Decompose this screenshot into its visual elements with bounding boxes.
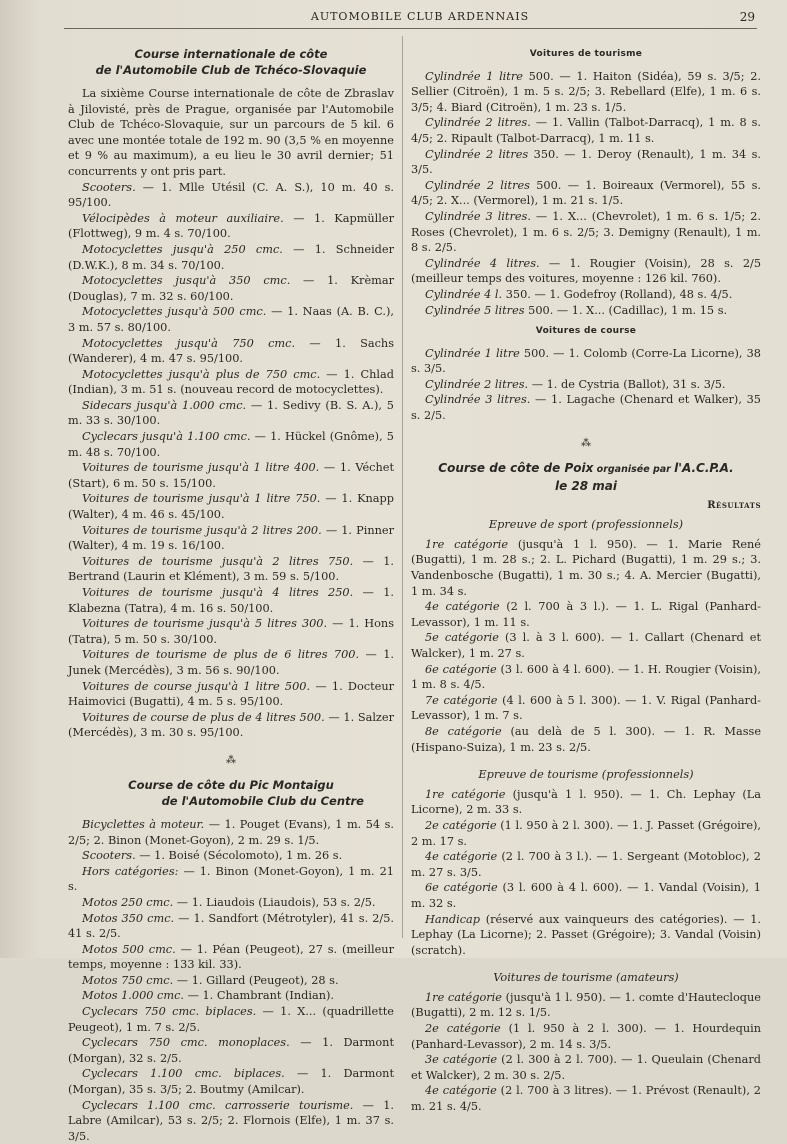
category-label: Voitures de tourisme jusqu'à 1 litre 400. xyxy=(82,461,320,475)
section-title-pic-montaigu xyxy=(68,777,394,809)
result-entry xyxy=(411,392,761,423)
results-list-sport xyxy=(411,537,761,755)
result-entry xyxy=(411,724,761,755)
result-text: (au delà de 5 l. 300). — 1. R. Masse (Hispano-Suiza), 1 m. 23 s. 2/5. xyxy=(411,724,762,754)
category-label: Cylindrée 3 litres. xyxy=(425,209,531,223)
result-entry xyxy=(411,1083,761,1114)
category-label: 5e catégorie xyxy=(425,631,499,645)
results-list-pic-montaigu xyxy=(68,817,394,1144)
category-label: Voitures de course de plus de 4 litres 500. xyxy=(82,710,325,724)
resultats-label-wrap xyxy=(411,497,761,514)
result-text: — 1. Knapp (Walter), 4 m. 46 s. 45/100. xyxy=(68,492,395,522)
result-text: 500. — 1. X... (Cadillac), 1 m. 15 s. xyxy=(524,303,728,317)
result-text: — 1. Véchet (Start), 6 m. 50 s. 15/100. xyxy=(68,461,395,490)
result-entry xyxy=(411,818,761,849)
category-label: 2e catégorie xyxy=(425,818,497,832)
result-entry xyxy=(68,180,394,211)
result-text: (2 l. 700 à 3 l.). — 1. Sergeant (Motobloc), 2 m. 27 s. 3/5. xyxy=(411,850,761,879)
result-entry xyxy=(411,693,761,724)
result-entry xyxy=(68,679,394,710)
category-label: Cylindrée 1 litre xyxy=(425,69,523,83)
title-line: de l'Automobile Club de Tchéco-Slovaquie xyxy=(95,63,367,77)
result-text: — 1. Mlle Utésil (C. A. S.), 10 m. 40 s. 95/100. xyxy=(68,180,394,210)
result-entry xyxy=(68,585,394,616)
title-line: de l'Automobile Club du Centre xyxy=(161,793,364,808)
result-entry xyxy=(68,336,394,367)
result-text: (2 l. 700 à 3 l.). — 1. L. Rigal (Panhard-Levassor), 1 m. 11 s. xyxy=(411,600,762,629)
result-entry xyxy=(68,988,394,1004)
column-divider xyxy=(402,36,403,938)
left-column xyxy=(68,44,394,1144)
result-entry xyxy=(411,990,761,1021)
category-label: Cyclecars jusqu'à 1.100 cmc. xyxy=(82,430,251,444)
category-label: Cylindrée 2 litres xyxy=(425,147,529,161)
result-text: — 1. Sedivy (B. S. A.), 5 m. 33 s. 30/100. xyxy=(68,398,394,428)
result-entry xyxy=(411,287,761,303)
category-label: Sidecars jusqu'à 1.000 cmc. xyxy=(82,398,247,412)
result-text: — 1. Labre (Amilcar), 53 s. 2/5; 2. Flornois (Elfe), 1 m. 37 s. 3/5. xyxy=(68,1098,394,1143)
category-label: 2e catégorie xyxy=(425,1022,501,1036)
title-line: Course de côte du Pic Montaigu xyxy=(128,777,334,792)
result-text: (3 l. 600 à 4 l. 600). — 1. H. Rougier (Voisin), 1 m. 8 s. 4/5. xyxy=(411,662,761,692)
category-label: Hors catégories: xyxy=(82,864,179,878)
category-label: Cylindrée 4 l. xyxy=(425,287,503,301)
subsection-title: Voitures de tourisme xyxy=(529,49,643,59)
running-head: AUTOMOBILE CLUB ARDENNAIS xyxy=(310,10,530,23)
result-entry xyxy=(411,346,761,377)
title-text: Course de côte de Poix xyxy=(438,460,594,475)
category-label: 1re catégorie xyxy=(425,990,502,1004)
result-text: (jusqu'à 1 l. 950). — 1. comte d'Hautecloque (Bugatti), 2 m. 12 s. 1/5. xyxy=(411,990,761,1020)
category-label: Voitures de tourisme jusqu'à 2 litres 200. xyxy=(82,523,322,537)
result-text: — 1. Vallin (Talbot-Darracq), 1 m. 8 s. 4/5; 2. Ripault (Talbot-Darracq), 1 m. 11 s. xyxy=(411,116,762,145)
result-text: (1 l. 950 à 2 l. 300). — 1. Hourdequin (Panhard-Levassor), 2 m. 14 s. 3/5. xyxy=(411,1022,761,1051)
category-label: Cyclecars 1.100 cmc. biplaces. xyxy=(82,1067,285,1081)
result-text: — 1. Krèmar (Douglas), 7 m. 32 s. 60/100. xyxy=(68,274,394,303)
category-label: 1re catégorie xyxy=(425,537,509,551)
category-label: 8e catégorie xyxy=(425,724,502,738)
result-text: 500. — 1. Boireaux (Vermorel), 55 s. 4/5; 2. X... (Vermorel), 1 m. 21 s. 1/5. xyxy=(411,178,761,208)
result-text: — 1. Kapmüller (Flottweg), 9 m. 4 s. 70/100. xyxy=(68,211,394,241)
result-text: — 1. Hückel (Gnôme), 5 m. 48 s. 70/100. xyxy=(68,430,394,459)
result-text: — 1. X... (Chevrolet), 1 m. 6 s. 1/5; 2. Roses (Chevrolet), 1 m. 6 s. 2/5; 3. Demigny (Renault), 1 m. 8 s. 2/5. xyxy=(411,209,761,255)
result-text: — 1. Docteur Haimovici (Bugatti), 4 m. 5 s. 95/100. xyxy=(68,679,394,709)
result-entry xyxy=(411,377,761,393)
result-entry xyxy=(68,211,394,242)
result-entry xyxy=(68,616,394,647)
result-text: — 1. Péan (Peugeot), 27 s. (meilleur temps, moyenne : 133 kil. 33). xyxy=(68,942,394,972)
result-entry xyxy=(411,303,761,319)
category-label: Motos 350 cmc. xyxy=(82,911,175,925)
result-entry xyxy=(68,895,394,911)
section-title-tchecoslovaquie xyxy=(68,46,394,78)
category-label: Motos 250 cmc. xyxy=(82,895,174,909)
category-label: Cylindrée 5 litres xyxy=(425,303,525,317)
results-list-tchecoslovaquie xyxy=(68,180,394,741)
result-entry xyxy=(68,554,394,585)
result-entry xyxy=(68,367,394,398)
category-label: Motos 750 cmc. xyxy=(82,973,174,987)
spacer xyxy=(411,958,761,968)
result-entry xyxy=(411,256,761,287)
result-text: — 1. Salzer (Mercédès), 3 m. 30 s. 95/100. xyxy=(68,710,394,740)
category-label: 6e catégorie xyxy=(425,662,497,676)
epreuve-heading: Epreuve de sport (professionnels) xyxy=(488,518,684,532)
result-entry xyxy=(411,630,761,661)
result-entry xyxy=(411,115,761,146)
result-text: (réservé aux vainqueurs des catégories). — 1. Lephay (La Licorne); 2. Passet (Grégoire); 3. Vandal (Voisin) (scratch). xyxy=(411,912,761,957)
category-label: Motocyclettes jusqu'à 750 cmc. xyxy=(82,336,296,350)
results-list-course xyxy=(411,346,761,424)
result-text: 500. — 1. Haiton (Sidéa), 59 s. 3/5; 2. Sellier (Citroën), 1 m. 5 s. 2/5; 3. Rebellard (Elfe), 1 m. 6 s. 3/5; 4. Biard (Citroën), 1 m. 23 s. 1/5. xyxy=(411,69,761,114)
category-label: Cylindrée 1 litre xyxy=(425,346,520,360)
epreuve-heading: Voitures de tourisme (amateurs) xyxy=(493,971,679,985)
category-label: Cyclecars 750 cmc. biplaces. xyxy=(82,1005,257,1019)
result-entry xyxy=(68,848,394,864)
result-entry xyxy=(68,242,394,273)
result-entry xyxy=(411,849,761,880)
results-list-tourisme xyxy=(411,69,761,319)
result-entry xyxy=(68,710,394,741)
category-label: Cylindrée 3 litres. xyxy=(425,393,531,407)
title-org: organisée par xyxy=(593,463,675,475)
result-text: — 1. Gillard (Peugeot), 28 s. xyxy=(173,973,339,987)
result-text: — 1. Chlad (Indian), 3 m. 51 s. (nouveau record de motocyclettes). xyxy=(68,367,394,397)
result-text: (2 l. 700 à 3 litres). — 1. Prévost (Renault), 2 m. 21 s. 4/5. xyxy=(411,1084,761,1114)
result-entry xyxy=(411,537,761,599)
category-label: Motos 500 cmc. xyxy=(82,942,176,956)
category-label: 4e catégorie xyxy=(425,600,500,614)
result-text: — 1. Naas (A. B. C.), 3 m. 57 s. 80/100. xyxy=(68,305,394,334)
result-text: — 1. Darmont (Morgan), 35 s. 3/5; 2. Boutmy (Amilcar). xyxy=(68,1067,394,1097)
category-label: Cyclecars 1.100 cmc. carrosserie tourisme. xyxy=(82,1098,354,1112)
result-entry xyxy=(68,1066,394,1097)
category-label: Voitures de course jusqu'à 1 litre 500. xyxy=(82,679,311,693)
result-text: — 1. X... (quadrillette Peugeot), 1 m. 7 s. 2/5. xyxy=(68,1005,394,1034)
result-entry xyxy=(411,1052,761,1083)
category-label: Voitures de tourisme jusqu'à 5 litres 300. xyxy=(82,617,328,631)
page-number: 29 xyxy=(739,10,755,24)
result-text: — 1. Klabezna (Tatra), 4 m. 16 s. 50/100. xyxy=(68,586,395,615)
result-entry xyxy=(411,787,761,818)
section-separator: ⁂ xyxy=(581,437,591,449)
result-entry xyxy=(411,912,761,959)
spacer xyxy=(411,755,761,765)
category-label: Motos 1.000 cmc. xyxy=(82,989,184,1003)
result-text: — 1. Sachs (Wanderer), 4 m. 47 s. 95/100. xyxy=(68,336,394,366)
result-entry xyxy=(68,304,394,335)
category-label: Cyclecars 750 cmc. monoplaces. xyxy=(82,1036,290,1050)
result-text: (1 l. 950 à 2 l. 300). — 1. J. Passet (Grégoire), 2 m. 17 s. xyxy=(411,818,761,848)
category-label: Cylindrée 2 litres. xyxy=(425,116,531,130)
result-entry xyxy=(68,864,394,895)
result-entry xyxy=(411,69,761,116)
category-label: 3e catégorie xyxy=(425,1053,498,1067)
category-label: Voitures de tourisme jusqu'à 1 litre 750. xyxy=(82,492,321,506)
result-entry xyxy=(68,647,394,678)
result-entry xyxy=(68,273,394,304)
result-text: (4 l. 600 à 5 l. 300). — 1. V. Rigal (Panhard-Levassor), 1 m. 7 s. xyxy=(411,693,761,723)
result-text: — 1. Chambrant (Indian). xyxy=(184,989,334,1003)
result-text: — 1. Junek (Mercédès), 3 m. 56 s. 90/100. xyxy=(68,648,394,677)
result-entry xyxy=(68,1004,394,1035)
category-label: Voitures de tourisme de plus de 6 litres 700. xyxy=(82,648,360,662)
results-list-amateurs xyxy=(411,990,761,1115)
results-list-tourisme-pro xyxy=(411,787,761,959)
category-label: Motocyclettes jusqu'à 250 cmc. xyxy=(82,242,283,256)
result-text: — 1. Pinner (Walter), 4 m. 19 s. 16/100. xyxy=(68,523,395,553)
category-label: Motocyclettes jusqu'à 350 cmc. xyxy=(82,274,291,288)
title-text: l'A.C.P.A. xyxy=(674,460,734,475)
intro-paragraph: La sixième Course internationale de côte de Zbraslav à Jilovisté, près de Prague, organisée par l'Automobile Club de Tchéco-Slovaquie, sur un parcours de 5 kil. 6 avec une montée totale de 192 m. 90 (3,5 % en moyenne et 9 % au maximum), a eu lieu le 30 avril dernier; 51 concurrents y ont pris part. xyxy=(68,87,394,178)
category-label: Voitures de tourisme jusqu'à 2 litres 750. xyxy=(82,554,354,568)
result-text: (jusqu'à 1 l. 950). — 1. Marie René (Bugatti), 1 m. 28 s.; 2. L. Pichard (Bugatti), 1 m. 29 s.; 3. Vandenbosche (Bugatti), 1 m. 30 s.; 4. A. Mercier (Bugatti), 1 m. 34 s. xyxy=(411,537,761,598)
category-label: Cylindrée 2 litres xyxy=(425,178,530,192)
result-entry xyxy=(68,1098,394,1144)
result-entry xyxy=(411,1021,761,1052)
result-entry xyxy=(68,398,394,429)
result-text: — 1. Boisé (Sécolomoto), 1 m. 26 s. xyxy=(135,849,343,863)
category-label: Scooters. xyxy=(82,180,136,194)
result-text: — 1. Sandfort (Métrotyler), 41 s. 2/5. 41 s. 2/5. xyxy=(68,911,394,941)
header-rule xyxy=(64,28,757,29)
result-text: — 1. Darmont (Morgan), 32 s. 2/5. xyxy=(68,1036,394,1065)
category-label: Motocyclettes jusqu'à plus de 750 cmc. xyxy=(82,367,321,381)
section-title-poix xyxy=(411,460,761,495)
right-column xyxy=(411,44,761,1115)
title-date: le 28 mai xyxy=(554,478,618,493)
title-line: Course internationale de côte xyxy=(134,47,328,61)
category-label: 4e catégorie xyxy=(425,1084,497,1098)
result-text: 350. — 1. Deroy (Renault), 1 m. 34 s. 3/5. xyxy=(411,147,761,177)
result-text: — 1. Rougier (Voisin), 28 s. 2/5 (meilleur temps des voitures, moyenne : 126 kil. 760). xyxy=(411,256,762,286)
result-entry xyxy=(68,491,394,522)
result-entry xyxy=(68,460,394,491)
result-entry xyxy=(68,817,394,848)
category-label: Bicyclettes à moteur. xyxy=(82,817,205,831)
category-label: Scooters. xyxy=(82,849,136,863)
category-label: Cylindrée 4 litres. xyxy=(425,256,540,270)
result-entry xyxy=(68,911,394,942)
category-label: 6e catégorie xyxy=(425,881,498,895)
result-entry xyxy=(411,662,761,693)
result-text: 350. — 1. Godefroy (Rolland), 48 s. 4/5. xyxy=(502,287,733,301)
result-entry xyxy=(411,209,761,256)
result-entry xyxy=(411,880,761,911)
result-text: (3 l. 600 à 4 l. 600). — 1. Vandal (Voisin), 1 m. 32 s. xyxy=(411,881,761,910)
result-text: (3 l. à 3 l. 600). — 1. Callart (Chenard et Walcker), 1 m. 27 s. xyxy=(411,631,761,660)
category-label: Motocyclettes jusqu'à 500 cmc. xyxy=(82,305,267,319)
result-text: — 1. Schneider (D.W.K.), 8 m. 34 s. 70/100. xyxy=(68,242,394,272)
resultats-label: Résultats xyxy=(707,499,761,511)
result-entry xyxy=(68,973,394,989)
result-entry xyxy=(411,599,761,630)
result-entry xyxy=(68,942,394,973)
result-text: — 1. Hons (Tatra), 5 m. 50 s. 30/100. xyxy=(68,617,394,646)
result-entry xyxy=(68,1035,394,1066)
result-entry xyxy=(411,147,761,178)
result-text: 500. — 1. Colomb (Corre-La Licorne), 38 s. 3/5. xyxy=(411,346,761,376)
result-text: — 1. Pouget (Evans), 1 m. 54 s. 2/5; 2. Binon (Monet-Goyon), 2 m. 29 s. 1/5. xyxy=(68,817,394,847)
result-text: — 1. de Cystria (Ballot), 31 s. 3/5. xyxy=(528,377,726,391)
result-entry xyxy=(68,429,394,460)
epreuve-heading: Epreuve de tourisme (professionnels) xyxy=(478,768,694,782)
result-entry xyxy=(411,178,761,209)
result-text: — 1. Lagache (Chenard et Walker), 35 s. 2/5. xyxy=(411,393,761,423)
category-label: Vélocipèdes à moteur auxiliaire. xyxy=(82,211,284,225)
category-label: Handicap xyxy=(425,912,481,926)
category-label: Cylindrée 2 litres. xyxy=(425,377,529,391)
category-label: 1re catégorie xyxy=(425,787,506,801)
category-label: Voitures de tourisme jusqu'à 4 litres 250. xyxy=(82,586,354,599)
result-text: (2 l. 300 à 2 l. 700). — 1. Queulain (Chenard et Walcker), 2 m. 30 s. 2/5. xyxy=(411,1053,762,1082)
result-entry xyxy=(68,523,394,554)
result-text: (jusqu'à 1 l. 950). — 1. Ch. Lephay (La Licorne), 2 m. 33 s. xyxy=(411,787,761,817)
category-label: 7e catégorie xyxy=(425,693,498,707)
section-separator: ⁂ xyxy=(226,754,236,766)
result-text: — 1. Binon (Monet-Goyon), 1 m. 21 s. xyxy=(68,864,394,894)
result-text: — 1. Bertrand (Laurin et Klément), 3 m. 59 s. 5/100. xyxy=(68,554,395,584)
subsection-title: Voitures de course xyxy=(535,326,637,337)
category-label: 4e catégorie xyxy=(425,850,498,864)
result-text: — 1. Liaudois (Liaudois), 53 s. 2/5. xyxy=(173,895,376,909)
